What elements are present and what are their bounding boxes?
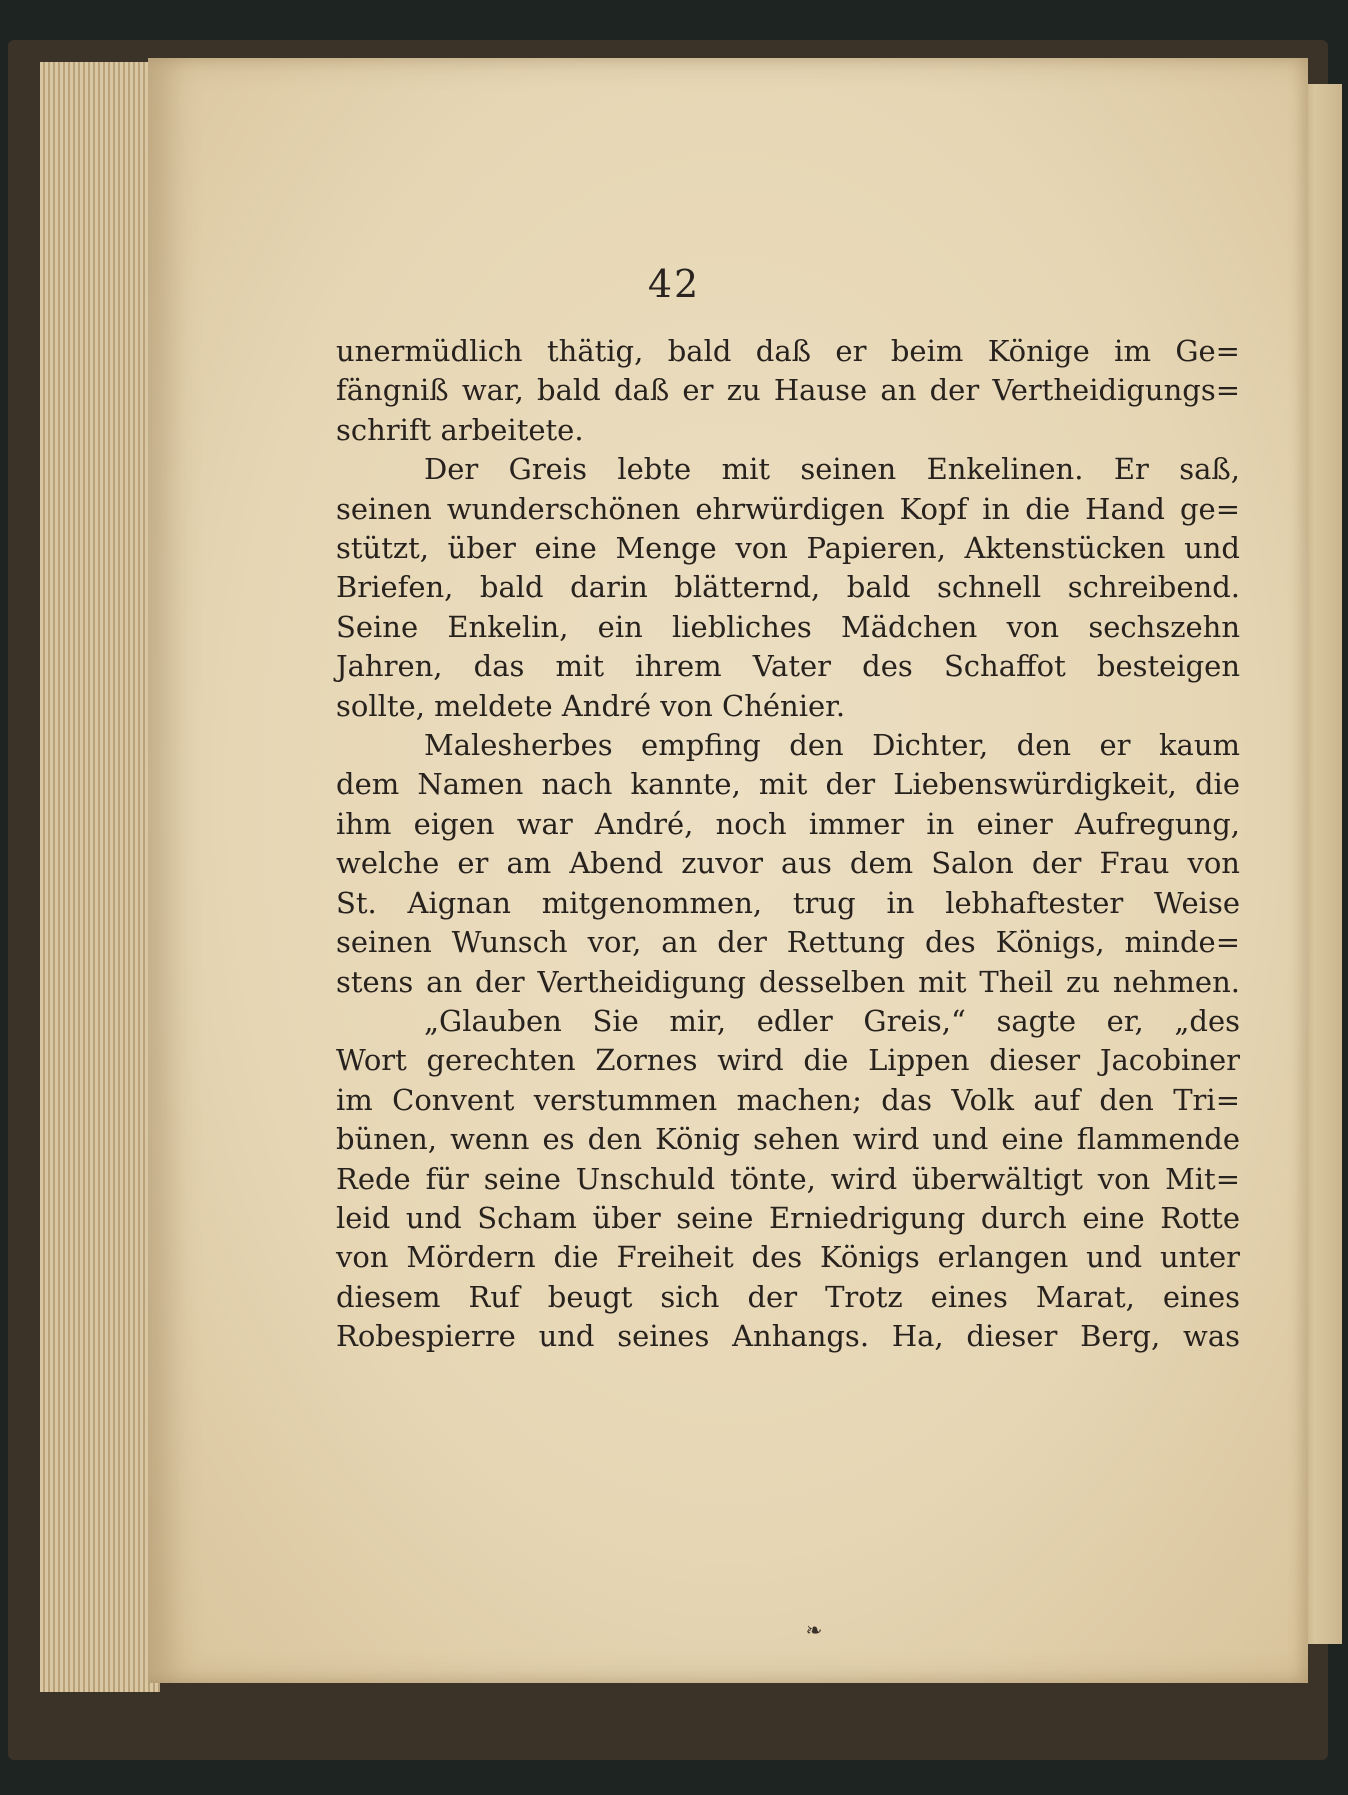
text-line: St. Aignan mitgenommen, trug in lebhaftester Weise (336, 885, 1240, 920)
text-line: diesem Ruf beugt sich der Trotz eines Marat, eines (336, 1279, 1240, 1314)
text-line: sollte, meldete André von Chénier. (336, 688, 846, 723)
text-line: seinen wunderschönen ehrwürdigen Kopf in die Hand ge= (336, 491, 1240, 526)
text-line: unermüdlich thätig, bald daß er beim Könige im Ge= (336, 334, 1240, 368)
page-number: 42 (647, 262, 701, 306)
page-edges (40, 62, 160, 1692)
text-line: leid und Scham über seine Erniedrigung durch eine Rotte (336, 1200, 1240, 1235)
text-line: Rede für seine Unschuld tönte, wird überwältigt von Mit= (336, 1161, 1240, 1196)
text-line: seinen Wunsch vor, an der Rettung des Königs, minde= (336, 925, 1240, 960)
text-line: im Convent verstummen machen; das Volk auf den Tri= (336, 1082, 1240, 1117)
text-line: Briefen, bald darin blätternd, bald schnell schreibend. (336, 570, 1240, 605)
text-line: Jahren, das mit ihrem Vater des Schaffot besteigen (336, 649, 1240, 684)
text-line: bünen, wenn es den König sehen wird und eine flammende (336, 1122, 1240, 1157)
text-line: fängniß war, bald daß er zu Hause an der Vertheidigungs= (336, 373, 1240, 408)
text-line: Seine Enkelin, ein liebliches Mädchen von sechszehn (336, 609, 1240, 644)
text-line: ihm eigen war André, noch immer in einer Aufregung, (336, 806, 1240, 841)
text-line: Der Greis lebte mit seinen Enkelinen. Er saß, (424, 452, 1240, 487)
text-line: schrift arbeitete. (336, 412, 584, 447)
text-line: stützt, über eine Menge von Papieren, Aktenstücken und (336, 531, 1240, 566)
page-text (336, 332, 1240, 1357)
printer-ornament-icon: ❧ (805, 1618, 823, 1642)
text-line: dem Namen nach kannte, mit der Liebenswürdigkeit, die (336, 767, 1240, 802)
text-line: von Mördern die Freiheit des Königs erlangen und unter (336, 1240, 1240, 1275)
text-line: Robespierre und seines Anhangs. Ha, dieser Berg, was (336, 1319, 1240, 1354)
text-line: stens an der Vertheidigung desselben mit Theil zu nehmen. (336, 964, 1240, 999)
text-line: „Glauben Sie mir, edler Greis,“ sagte er, „des (424, 1003, 1240, 1038)
text-line: Malesherbes empfing den Dichter, den er kaum (424, 728, 1240, 763)
text-line: Wort gerechten Zornes wird die Lippen dieser Jacobiner (336, 1043, 1240, 1078)
text-line: welche er am Abend zuvor aus dem Salon der Frau von (336, 846, 1240, 881)
